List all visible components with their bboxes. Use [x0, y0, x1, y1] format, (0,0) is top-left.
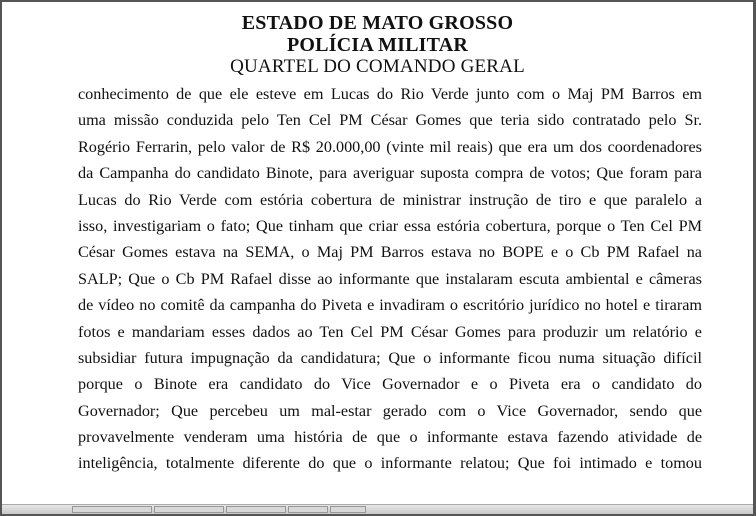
letterhead-state: ESTADO DE MATO GROSSO [241, 12, 514, 34]
letterhead-police: POLÍCIA MILITAR [287, 34, 468, 56]
body-line: uma missão conduzida pelo Ten Cel PM César Gomes que teria sido contratado pelo Sr. [78, 111, 702, 130]
body-line: isso, investigariam o fato; Que tinham que criar essa estória cobertura, porque o Ten Cel PM [78, 216, 702, 235]
taskbar-strip [2, 504, 753, 514]
letterhead [2, 12, 753, 78]
body-line: inteligência, totalmente diferente do que o informante relatou; Que foi intimado e tomou [78, 454, 702, 473]
body-line: Rogério Ferrarin, pelo valor de R$ 20.000,00 (vinte mil reais) que era um dos coordenadores [78, 137, 702, 156]
body-line: Governador; Que percebeu um mal-estar gerado com o Vice Governador, sendo que [78, 401, 702, 420]
taskbar-button[interactable] [288, 506, 328, 513]
taskbar-button[interactable] [72, 506, 152, 513]
body-line: subsidiar futura impugnação da candidatura; Que o informante ficou numa situação difícil [78, 348, 702, 367]
taskbar-button[interactable] [154, 506, 224, 513]
body-line: porque o Binote era candidato do Vice Governador e o Piveta era o candidato do [78, 375, 702, 394]
body-line: da Campanha do candidato Binote, para averiguar suposta compra de votos; Que foram para [78, 164, 702, 183]
body-line: conhecimento de que ele esteve em Lucas do Rio Verde junto com o Maj PM Barros em [78, 85, 702, 103]
body-line: César Gomes estava na SEMA, o Maj PM Barros estava no BOPE e o Cb PM Rafael na [78, 243, 702, 262]
body-line: provavelmente venderam uma história de que o informante estava fazendo atividade de [78, 428, 702, 447]
body-line: de vídeo no comitê da campanha do Piveta e invadiram o escritório jurídico no hotel e tiraram [78, 296, 702, 315]
taskbar-button[interactable] [330, 506, 366, 513]
body-line: SALP; Que o Cb PM Rafael disse ao informante que instalaram escuta ambiental e câmeras [78, 269, 702, 288]
body-line: fotos e mandariam esses dados ao Ten Cel PM César Gomes para produzir um relatório e [78, 322, 702, 341]
taskbar-button[interactable] [226, 506, 286, 513]
document-body [78, 81, 702, 477]
body-line: Lucas do Rio Verde com estória cobertura de ministrar instrução de tiro e que paralelo a [78, 190, 702, 209]
letterhead-headquarters: QUARTEL DO COMANDO GERAL [230, 56, 525, 77]
